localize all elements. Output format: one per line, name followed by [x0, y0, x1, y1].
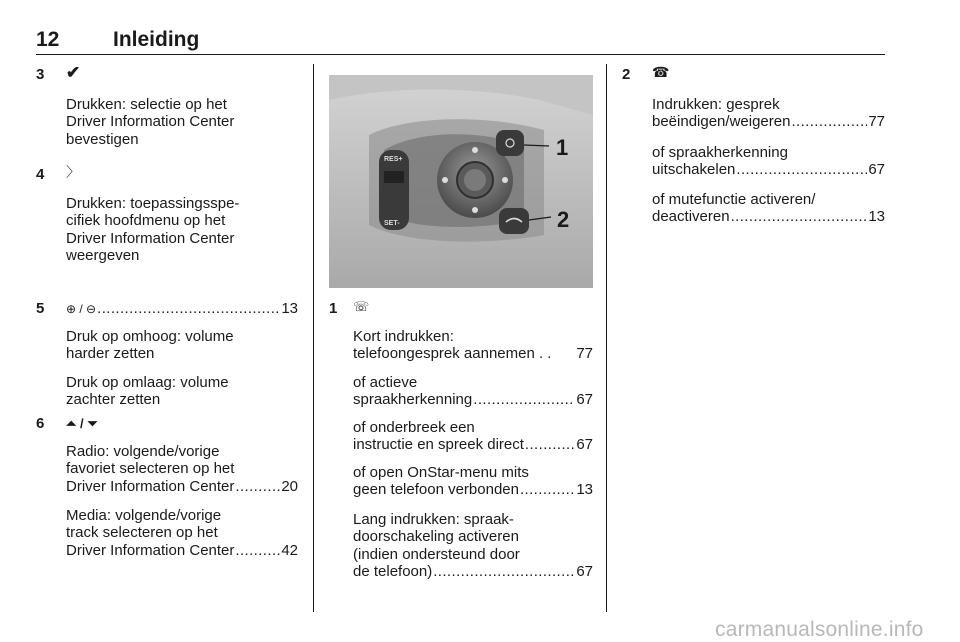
page-number: 12	[36, 28, 60, 51]
item-text: Drukken: toepassingsspe-	[66, 195, 240, 212]
list-item	[353, 464, 593, 499]
voice-phone-button	[496, 130, 524, 156]
chevron-right-icon: 〉	[66, 164, 80, 180]
item-text: Druk op omlaag: volume	[66, 374, 229, 391]
list-item	[353, 374, 593, 409]
page-reference: 13	[576, 481, 593, 499]
callout-1: 1	[556, 135, 569, 160]
item-number: 1	[329, 300, 338, 317]
item-number: 3	[36, 66, 45, 83]
column-divider-left	[313, 64, 314, 612]
item-number: 4	[36, 166, 45, 183]
item-text: of actieve	[353, 374, 418, 391]
list-item	[36, 64, 298, 164]
item-text: track selecteren op het	[66, 524, 218, 542]
page-header	[36, 26, 885, 55]
page-reference: 20	[281, 477, 298, 495]
item-text: Driver Information Center	[66, 477, 235, 495]
volume-icon: ⊕ / ⊖	[66, 302, 97, 316]
item-text: doorschakeling activeren	[353, 528, 519, 546]
item-text: cifiek hoofdmenu op het	[66, 212, 226, 230]
item-text: geen telefoon verbonden	[353, 481, 519, 499]
hang-up-button	[499, 208, 529, 234]
dot-leader	[433, 563, 575, 580]
chapter-title: Inleiding	[113, 28, 200, 51]
page-reference: 67	[576, 436, 593, 454]
watermark: carmanualsonline.info	[715, 618, 924, 641]
item-text: weergeven	[66, 247, 140, 265]
dot-leader	[731, 208, 868, 225]
item-text: beëindigen/weigeren	[652, 113, 791, 131]
dot-leader	[235, 478, 280, 495]
item-text: harder zetten	[66, 345, 155, 363]
item-text: de telefoon)	[353, 563, 433, 581]
res-label: RES+	[384, 156, 403, 163]
item-text: bevestigen	[66, 130, 139, 148]
page-reference: 77	[868, 113, 885, 131]
item-text: spraakherkenning	[353, 391, 473, 409]
item-text: Driver Information Center	[66, 229, 235, 247]
list-item	[652, 96, 885, 131]
item-number: 6	[36, 415, 45, 432]
item-text: of spraakherkenning	[652, 144, 788, 161]
item-text: Indrukken: gesprek	[652, 96, 780, 113]
list-item	[652, 191, 885, 226]
item-text: telefoongesprek aannemen . .	[353, 345, 552, 363]
dot-leader	[791, 113, 867, 130]
page-reference: 67	[576, 391, 593, 409]
page-reference: 13	[868, 208, 885, 226]
set-label: SET-	[384, 220, 400, 227]
left-column	[36, 64, 298, 575]
item-text: of open OnStar-menu mits	[353, 464, 529, 481]
item-text: Driver Information Center	[66, 113, 235, 131]
item-text: favoriet selecteren op het	[66, 460, 235, 478]
column-divider-right	[606, 64, 607, 612]
list-item	[353, 328, 593, 363]
steering-wheel-controls-figure	[329, 75, 593, 288]
item-number: 2	[622, 66, 631, 83]
list-item	[36, 415, 298, 575]
item-text: uitschakelen	[652, 161, 736, 179]
item-number: 5	[36, 300, 45, 317]
item-text: Lang indrukken: spraak-	[353, 511, 514, 528]
item-text: Radio: volgende/vorige	[66, 443, 220, 460]
list-item	[353, 511, 593, 581]
page-reference: 67	[576, 563, 593, 581]
page-reference: 77	[576, 345, 593, 363]
dot-leader	[520, 481, 575, 498]
callout-2: 2	[557, 207, 570, 232]
dot-leader	[97, 300, 280, 317]
list-item	[652, 144, 885, 179]
dot-leader	[235, 542, 280, 559]
item-text: instructie en spreek direct	[353, 436, 524, 454]
page-reference: 67	[868, 161, 885, 179]
dot-leader	[473, 391, 575, 408]
list-item	[353, 419, 593, 454]
item-text: of onderbreek een	[353, 419, 475, 436]
item-text: Driver Information Center	[66, 541, 235, 559]
item-text: Media: volgende/vorige	[66, 507, 222, 524]
hang-up-icon: ☎	[652, 64, 670, 80]
item-text: zachter zetten	[66, 391, 161, 409]
item-text: Drukken: selectie op het	[66, 96, 227, 113]
phone-voice-icon: ☏	[353, 299, 370, 314]
page-reference: 42	[281, 541, 298, 559]
item-text: (indien ondersteund door	[353, 545, 520, 563]
list-item	[36, 300, 298, 415]
seek-icon: ⏶ / ⏷	[66, 416, 98, 431]
item-text: of mutefunctie activeren/	[652, 191, 816, 208]
dot-leader	[736, 161, 867, 178]
item-text: deactiveren	[652, 208, 730, 226]
list-item	[36, 164, 298, 300]
check-icon: ✔	[66, 63, 81, 82]
page-reference: 13	[281, 300, 298, 317]
dot-leader	[525, 436, 575, 453]
item-text: Druk op omhoog: volume	[66, 328, 234, 345]
item-text: Kort indrukken:	[353, 328, 454, 345]
